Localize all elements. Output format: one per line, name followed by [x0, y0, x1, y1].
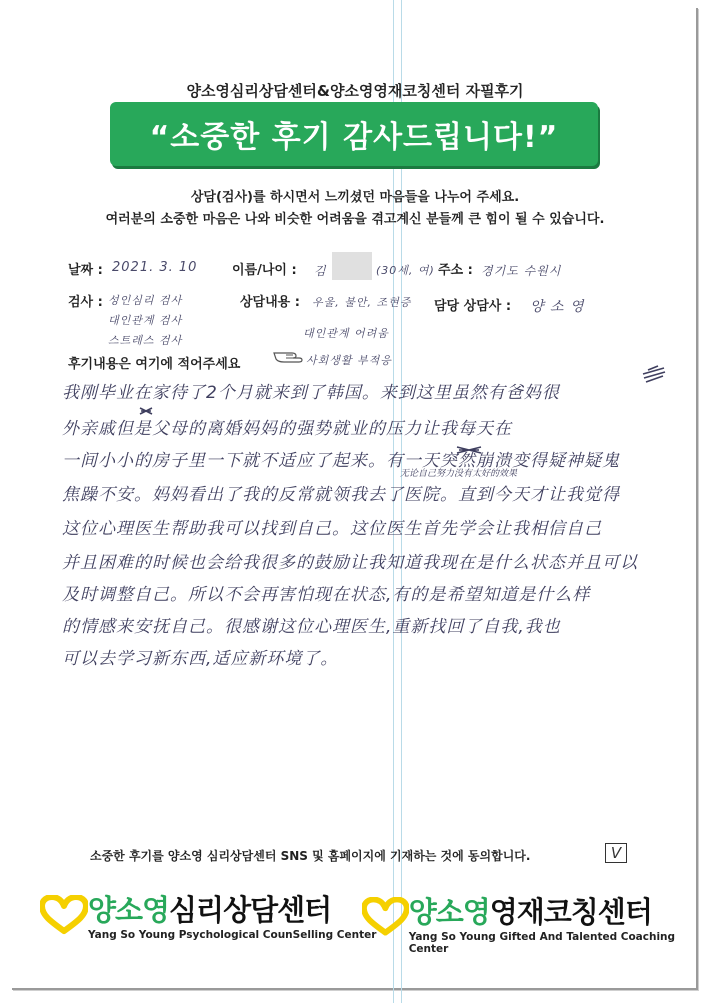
ink-scribble	[138, 404, 154, 418]
redaction-box	[332, 252, 372, 280]
inserted-note: 无论自己努力没有太好的效果	[400, 469, 518, 479]
review-line: 的情感来安抚自己。很感谢这位心理医生,重新找回了自我,我也	[62, 617, 561, 637]
logo-subtitle: Yang So Young Gifted And Talented Coaching Center	[408, 931, 676, 955]
review-label: 후기내용은 여기에 적어주세요	[68, 357, 241, 372]
test-item: 성인심리 검사	[108, 294, 183, 307]
review-line: 焦躁不安。妈妈看出了我的反常就领我去了医院。直到今天才让我觉得	[62, 485, 620, 505]
review-line: 外亲戚但是父母的离婚妈妈的强势就业的压力让我每天在	[62, 419, 512, 439]
date-label: 날짜 :	[68, 263, 103, 278]
counsel-item: 우울, 불안, 조현증	[312, 296, 412, 309]
review-line: 一间小小的房子里一下就不适应了起来。有一天突然崩溃变得疑神疑鬼	[62, 451, 620, 471]
counsel-item: 대인관계 어려움	[303, 327, 389, 340]
test-item: 스트레스 검사	[108, 334, 183, 347]
heart-logo-icon	[362, 897, 409, 937]
name-value: 김	[314, 264, 327, 278]
pointing-hand-icon	[272, 344, 304, 366]
counsel-item: 사회생활 부적응	[306, 354, 392, 367]
test-label: 검사 :	[68, 295, 103, 310]
review-line: 这位心理医生帮助我可以找到自己。这位医生首先学会让我相信自己	[62, 519, 602, 539]
intro-line-2: 여러분의 소중한 마음은 나와 비슷한 어려움을 겪고계신 분들께 큰 힘이 될 수 있습니다.	[105, 212, 605, 227]
counselor-value: 양 소 영	[530, 299, 585, 315]
counsel-label: 상담내용 :	[240, 295, 300, 310]
logo-center-name: 영재코칭센터	[489, 895, 652, 929]
address-label: 주소 :	[438, 263, 473, 278]
banner-text: “소중한 후기 감사드립니다!”	[149, 120, 559, 155]
age-value: (30세, 여)	[376, 264, 435, 277]
name-label: 이름/나이 :	[232, 263, 297, 278]
heart-logo-icon	[40, 895, 88, 935]
date-value: 2021. 3. 10	[112, 260, 198, 275]
psych-center-logo	[40, 893, 376, 941]
coaching-center-logo	[362, 895, 710, 955]
logo-brand-name: 양소영	[408, 895, 490, 929]
intro-line-1: 상담(검사)를 하시면서 느끼셨던 마음들을 나누어 주세요.	[190, 190, 520, 205]
logo-center-name: 심리상담센터	[169, 893, 332, 927]
check-mark: V	[610, 844, 622, 862]
ink-scribble	[455, 442, 483, 458]
center-title: 양소영심리상담센터&양소영영재코칭센터 자필후기	[186, 82, 524, 100]
review-line: 可以去学习新东西,适应新环境了。	[62, 649, 339, 669]
review-line: 及时调整自己。所以不会再害怕现在状态,有的是希望知道是什么样	[62, 585, 591, 605]
counselor-label: 담당 상담사 :	[434, 299, 512, 314]
consent-text: 소중한 후기를 양소영 심리상담센터 SNS 및 홈페이지에 기재하는 것에 동의합니다.	[90, 849, 531, 863]
review-line: 并且困难的时候也会给我很多的鼓励让我知道我现在是什么状态并且可以	[62, 553, 638, 573]
thanks-banner	[110, 102, 598, 166]
logo-brand-name: 양소영	[88, 893, 170, 927]
test-item: 대인관계 검사	[108, 314, 183, 327]
review-line: 我刚毕业在家待了2个月就来到了韩国。来到这里虽然有爸妈很	[62, 383, 560, 403]
ink-scribble	[640, 362, 668, 386]
address-value: 경기도 수원시	[481, 264, 562, 278]
consent-checkbox[interactable]	[605, 843, 627, 863]
logo-subtitle: Yang So Young Psychological CounSelling Center	[88, 929, 377, 941]
